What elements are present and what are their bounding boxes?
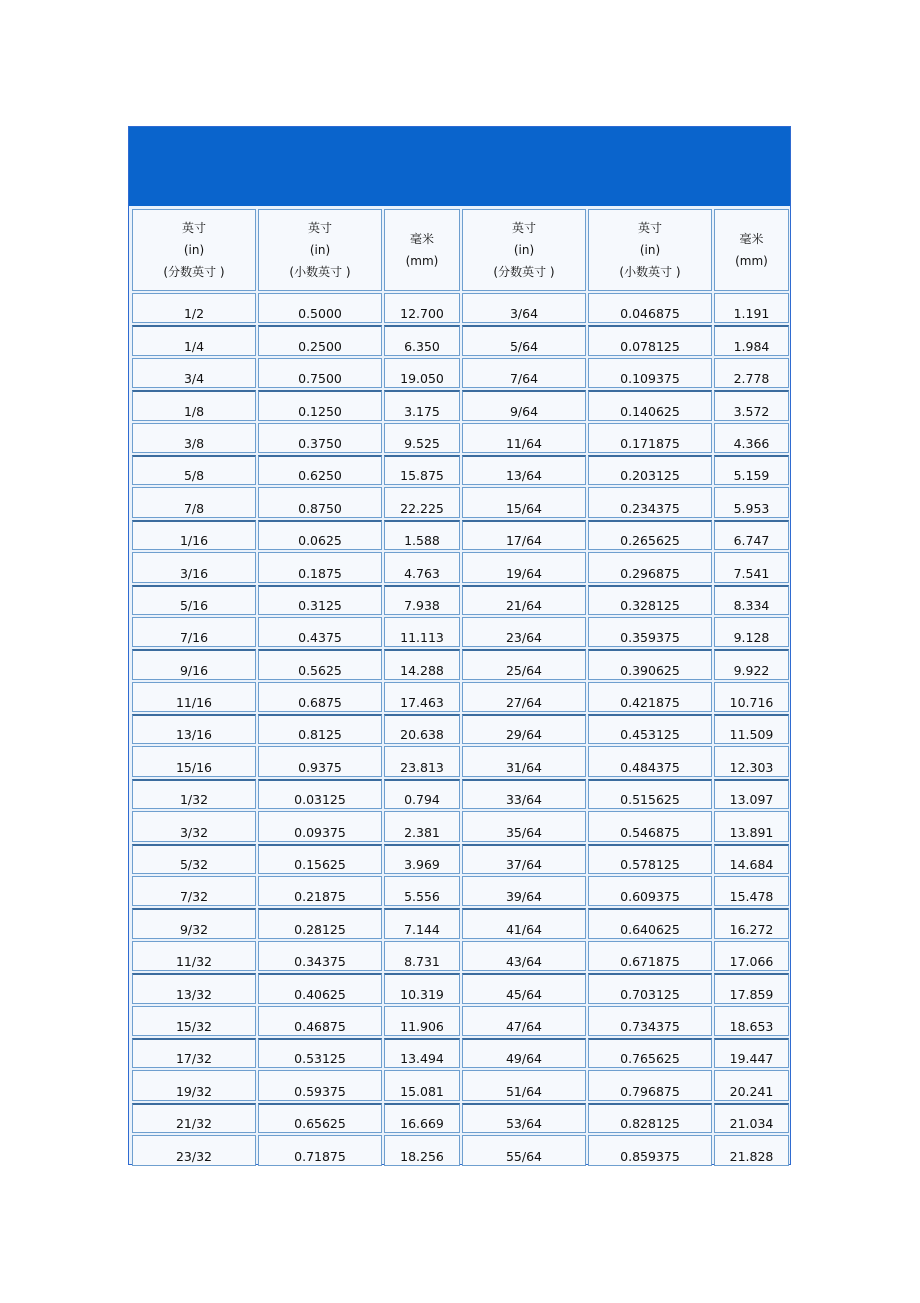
table-row	[132, 649, 789, 679]
header-unit-abbr: (mm)	[405, 254, 439, 268]
table-row	[132, 779, 789, 809]
table-cell: 12.303	[714, 746, 789, 776]
table-cell: 9/16	[132, 649, 256, 679]
table-cell: 1.984	[714, 325, 789, 355]
table-cell: 0.6875	[258, 682, 382, 712]
table-cell: 55/64	[462, 1135, 586, 1165]
table-cell: 51/64	[462, 1070, 586, 1100]
table-row	[132, 844, 789, 874]
table-cell: 0.078125	[588, 325, 712, 355]
table-cell: 21.828	[714, 1135, 789, 1165]
table-cell: 0.34375	[258, 941, 382, 971]
table-cell: 0.796875	[588, 1070, 712, 1100]
table-cell: 13.891	[714, 811, 789, 841]
table-cell: 23/64	[462, 617, 586, 647]
header-unit-abbr: (in)	[309, 243, 331, 257]
table-cell: 19/32	[132, 1070, 256, 1100]
table-cell: 0.53125	[258, 1038, 382, 1068]
header-row	[132, 209, 789, 291]
table-cell: 11.113	[384, 617, 460, 647]
header-cell	[384, 209, 460, 291]
table-cell: 18.256	[384, 1135, 460, 1165]
table-cell: 37/64	[462, 844, 586, 874]
table-row	[132, 1038, 789, 1068]
table-cell: 35/64	[462, 811, 586, 841]
table-cell: 21.034	[714, 1103, 789, 1133]
table-cell: 14.288	[384, 649, 460, 679]
table-cell: 0.7500	[258, 358, 382, 388]
table-cell: 5.953	[714, 487, 789, 517]
table-row	[132, 293, 789, 323]
table-cell: 1/32	[132, 779, 256, 809]
table-cell: 4.366	[714, 423, 789, 453]
table-cell: 0.59375	[258, 1070, 382, 1100]
table-cell: 11.509	[714, 714, 789, 744]
table-row	[132, 423, 789, 453]
table-header-banner	[129, 127, 790, 206]
table-cell: 0.1875	[258, 552, 382, 582]
table-cell: 0.734375	[588, 1006, 712, 1036]
table-cell: 2.381	[384, 811, 460, 841]
table-cell: 13.494	[384, 1038, 460, 1068]
table-cell: 9.922	[714, 649, 789, 679]
table-row	[132, 390, 789, 420]
header-unit-abbr: (in)	[513, 243, 535, 257]
table-cell: 0.265625	[588, 520, 712, 550]
table-body	[132, 293, 789, 1166]
table-cell: 9.128	[714, 617, 789, 647]
table-cell: 3/8	[132, 423, 256, 453]
table-cell: 17.066	[714, 941, 789, 971]
table-cell: 5/8	[132, 455, 256, 485]
table-cell: 12.700	[384, 293, 460, 323]
table-cell: 3.572	[714, 390, 789, 420]
table-cell: 0.171875	[588, 423, 712, 453]
header-cell	[462, 209, 586, 291]
header-cell	[258, 209, 382, 291]
table-cell: 17.463	[384, 682, 460, 712]
table-cell: 10.319	[384, 973, 460, 1003]
header-unit-abbr: (mm)	[735, 254, 768, 268]
table-cell: 0.0625	[258, 520, 382, 550]
table-cell: 13/16	[132, 714, 256, 744]
table-cell: 7.938	[384, 585, 460, 615]
table-cell: 15/16	[132, 746, 256, 776]
table-cell: 0.15625	[258, 844, 382, 874]
table-cell: 11/32	[132, 941, 256, 971]
table-cell: 0.453125	[588, 714, 712, 744]
table-cell: 0.328125	[588, 585, 712, 615]
table-cell: 13/64	[462, 455, 586, 485]
table-cell: 8.334	[714, 585, 789, 615]
header-unit-abbr: (in)	[639, 243, 661, 257]
table-cell: 0.65625	[258, 1103, 382, 1133]
table-cell: 5/32	[132, 844, 256, 874]
header-unit-note: (分数英寸 )	[163, 265, 225, 279]
table-cell: 14.684	[714, 844, 789, 874]
table-row	[132, 487, 789, 517]
table-cell: 15.875	[384, 455, 460, 485]
table-cell: 0.71875	[258, 1135, 382, 1165]
table-cell: 3/64	[462, 293, 586, 323]
table-cell: 1/16	[132, 520, 256, 550]
table-row	[132, 1006, 789, 1036]
table-cell: 7/8	[132, 487, 256, 517]
table-row	[132, 1103, 789, 1133]
table-cell: 7.144	[384, 908, 460, 938]
table-cell: 0.515625	[588, 779, 712, 809]
table-cell: 3/4	[132, 358, 256, 388]
header-unit-label: 英寸	[637, 221, 662, 235]
table-cell: 0.1250	[258, 390, 382, 420]
table-cell: 39/64	[462, 876, 586, 906]
table-cell: 7/32	[132, 876, 256, 906]
table-cell: 3.969	[384, 844, 460, 874]
table-cell: 0.2500	[258, 325, 382, 355]
table-cell: 17/64	[462, 520, 586, 550]
header-unit-note: (分数英寸 )	[493, 265, 555, 279]
table-cell: 0.140625	[588, 390, 712, 420]
table-cell: 0.6250	[258, 455, 382, 485]
table-cell: 0.03125	[258, 779, 382, 809]
table-row	[132, 617, 789, 647]
table-cell: 0.8750	[258, 487, 382, 517]
table-row	[132, 876, 789, 906]
table-cell: 9/64	[462, 390, 586, 420]
table-row	[132, 358, 789, 388]
table-cell: 47/64	[462, 1006, 586, 1036]
table-cell: 0.40625	[258, 973, 382, 1003]
table-cell: 0.765625	[588, 1038, 712, 1068]
table-cell: 16.272	[714, 908, 789, 938]
header-unit-note: (小数英寸 )	[619, 265, 681, 279]
table-cell: 16.669	[384, 1103, 460, 1133]
table-row	[132, 746, 789, 776]
table-row	[132, 455, 789, 485]
table-cell: 0.09375	[258, 811, 382, 841]
table-cell: 15/32	[132, 1006, 256, 1036]
table-cell: 1.191	[714, 293, 789, 323]
table-cell: 7/16	[132, 617, 256, 647]
table-cell: 0.546875	[588, 811, 712, 841]
inch-mm-conversion-table	[130, 207, 791, 1168]
table-cell: 5/16	[132, 585, 256, 615]
table-cell: 21/32	[132, 1103, 256, 1133]
table-cell: 41/64	[462, 908, 586, 938]
table-cell: 22.225	[384, 487, 460, 517]
table-cell: 1/8	[132, 390, 256, 420]
table-cell: 7.541	[714, 552, 789, 582]
table-row	[132, 520, 789, 550]
table-cell: 0.484375	[588, 746, 712, 776]
table-cell: 45/64	[462, 973, 586, 1003]
table-cell: 0.5000	[258, 293, 382, 323]
table-cell: 3/32	[132, 811, 256, 841]
table-cell: 4.763	[384, 552, 460, 582]
header-unit-label: 毫米	[409, 232, 434, 246]
table-cell: 0.703125	[588, 973, 712, 1003]
table-cell: 19.447	[714, 1038, 789, 1068]
table-cell: 0.203125	[588, 455, 712, 485]
table-row	[132, 325, 789, 355]
table-cell: 0.828125	[588, 1103, 712, 1133]
table-cell: 25/64	[462, 649, 586, 679]
table-cell: 0.609375	[588, 876, 712, 906]
table-cell: 21/64	[462, 585, 586, 615]
table-row	[132, 1135, 789, 1165]
table-cell: 0.794	[384, 779, 460, 809]
table-cell: 3/16	[132, 552, 256, 582]
header-unit-abbr: (in)	[183, 243, 205, 257]
table-cell: 11/16	[132, 682, 256, 712]
table-cell: 5.556	[384, 876, 460, 906]
table-cell: 1/2	[132, 293, 256, 323]
table-cell: 17/32	[132, 1038, 256, 1068]
table-row	[132, 908, 789, 938]
table-cell: 0.578125	[588, 844, 712, 874]
table-cell: 0.46875	[258, 1006, 382, 1036]
table-cell: 11.906	[384, 1006, 460, 1036]
table-cell: 0.5625	[258, 649, 382, 679]
table-row	[132, 714, 789, 744]
table-row	[132, 973, 789, 1003]
table-cell: 23/32	[132, 1135, 256, 1165]
table-cell: 0.4375	[258, 617, 382, 647]
table-cell: 49/64	[462, 1038, 586, 1068]
header-unit-label: 英寸	[511, 221, 536, 235]
table-cell: 0.421875	[588, 682, 712, 712]
header-cell	[132, 209, 256, 291]
table-row	[132, 585, 789, 615]
table-cell: 15.478	[714, 876, 789, 906]
table-cell: 20.638	[384, 714, 460, 744]
table-cell: 10.716	[714, 682, 789, 712]
table-cell: 0.046875	[588, 293, 712, 323]
table-cell: 2.778	[714, 358, 789, 388]
table-cell: 18.653	[714, 1006, 789, 1036]
table-cell: 6.350	[384, 325, 460, 355]
table-cell: 13.097	[714, 779, 789, 809]
table-cell: 3.175	[384, 390, 460, 420]
table-cell: 0.3125	[258, 585, 382, 615]
header-unit-label: 英寸	[181, 221, 206, 235]
table-cell: 0.859375	[588, 1135, 712, 1165]
table-cell: 43/64	[462, 941, 586, 971]
table-cell: 0.8125	[258, 714, 382, 744]
table-cell: 13/32	[132, 973, 256, 1003]
table-cell: 0.109375	[588, 358, 712, 388]
table-cell: 53/64	[462, 1103, 586, 1133]
table-cell: 20.241	[714, 1070, 789, 1100]
header-unit-note: (小数英寸 )	[289, 265, 351, 279]
table-cell: 0.640625	[588, 908, 712, 938]
table-cell: 0.359375	[588, 617, 712, 647]
table-cell: 0.671875	[588, 941, 712, 971]
table-cell: 0.3750	[258, 423, 382, 453]
table-cell: 0.296875	[588, 552, 712, 582]
table-cell: 19.050	[384, 358, 460, 388]
header-cell	[714, 209, 789, 291]
table-cell: 27/64	[462, 682, 586, 712]
table-cell: 5.159	[714, 455, 789, 485]
table-cell: 7/64	[462, 358, 586, 388]
table-cell: 31/64	[462, 746, 586, 776]
table-cell: 1/4	[132, 325, 256, 355]
table-cell: 0.390625	[588, 649, 712, 679]
header-cell	[588, 209, 712, 291]
table-cell: 19/64	[462, 552, 586, 582]
table-cell: 15/64	[462, 487, 586, 517]
table-row	[132, 682, 789, 712]
conversion-table-container	[128, 126, 791, 1165]
header-unit-label: 毫米	[739, 232, 764, 246]
table-cell: 9/32	[132, 908, 256, 938]
table-cell: 8.731	[384, 941, 460, 971]
table-cell: 9.525	[384, 423, 460, 453]
table-cell: 0.21875	[258, 876, 382, 906]
table-cell: 15.081	[384, 1070, 460, 1100]
table-row	[132, 941, 789, 971]
table-cell: 29/64	[462, 714, 586, 744]
table-cell: 11/64	[462, 423, 586, 453]
table-cell: 6.747	[714, 520, 789, 550]
table-cell: 0.9375	[258, 746, 382, 776]
table-row	[132, 552, 789, 582]
table-cell: 23.813	[384, 746, 460, 776]
table-row	[132, 811, 789, 841]
table-cell: 33/64	[462, 779, 586, 809]
table-cell: 1.588	[384, 520, 460, 550]
table-cell: 0.28125	[258, 908, 382, 938]
header-unit-label: 英寸	[307, 221, 332, 235]
table-cell: 0.234375	[588, 487, 712, 517]
table-cell: 17.859	[714, 973, 789, 1003]
table-cell: 5/64	[462, 325, 586, 355]
table-row	[132, 1070, 789, 1100]
